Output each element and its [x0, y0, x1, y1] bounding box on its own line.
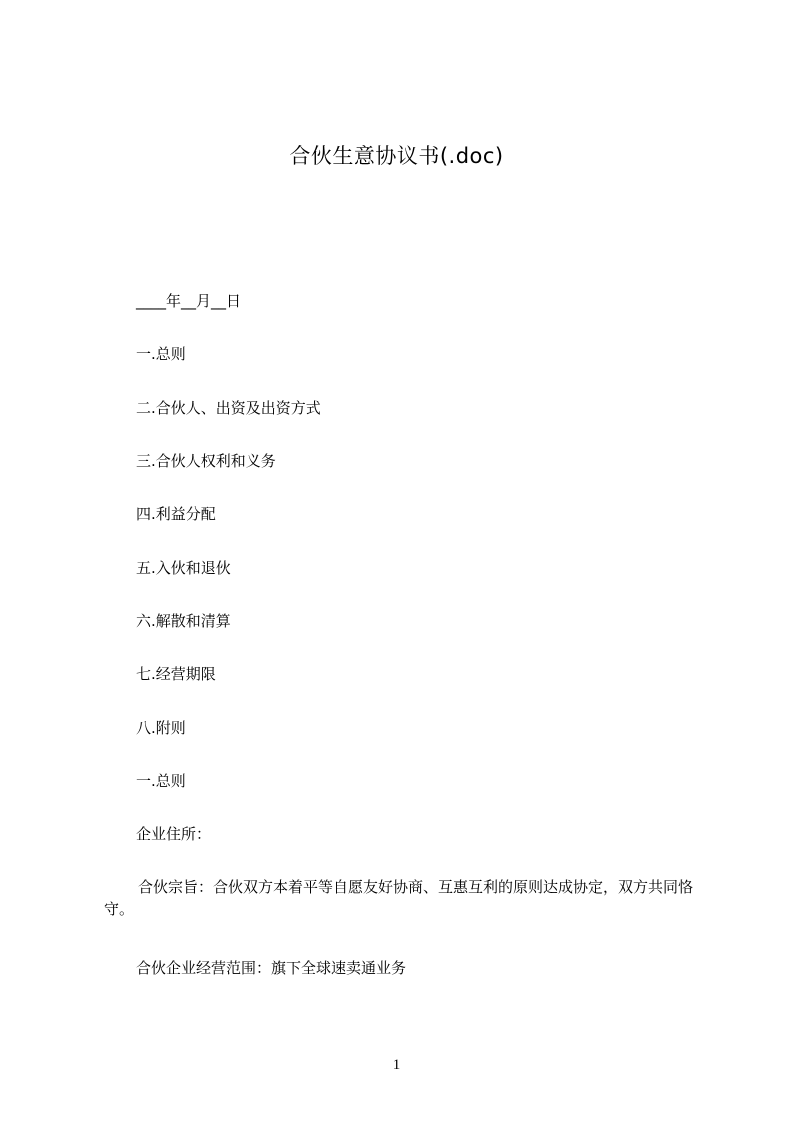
- toc-item-admission-withdrawal: 五.入伙和退伙: [136, 559, 231, 577]
- toc-item-rights-obligations: 三.合伙人权利和义务: [136, 452, 276, 470]
- address-label: 企业住所：: [136, 825, 212, 843]
- toc-item-supplementary: 八.附则: [136, 719, 186, 737]
- page-number: 1: [392, 1057, 401, 1073]
- toc-item-partners-capital: 二.合伙人、出资及出资方式: [136, 399, 321, 417]
- toc-item-dissolution-liquidation: 六.解散和清算: [136, 612, 231, 630]
- date-line: ____年__月__日: [136, 292, 242, 310]
- toc-item-profit-distribution: 四.利益分配: [136, 505, 216, 523]
- toc-item-general-provisions: 一.总则: [136, 345, 186, 363]
- section-heading: 一.总则: [136, 772, 186, 790]
- document-title: 合伙生意协议书(.doc): [289, 144, 504, 168]
- scope-line: 合伙企业经营范围：旗下全球速卖通业务: [136, 959, 407, 977]
- purpose-paragraph: 合伙宗旨：合伙双方本着平等自愿友好协商、互惠互利的原则达成协定，双方共同恪守。: [104, 878, 694, 918]
- toc-item-operating-period: 七.经营期限: [136, 665, 216, 683]
